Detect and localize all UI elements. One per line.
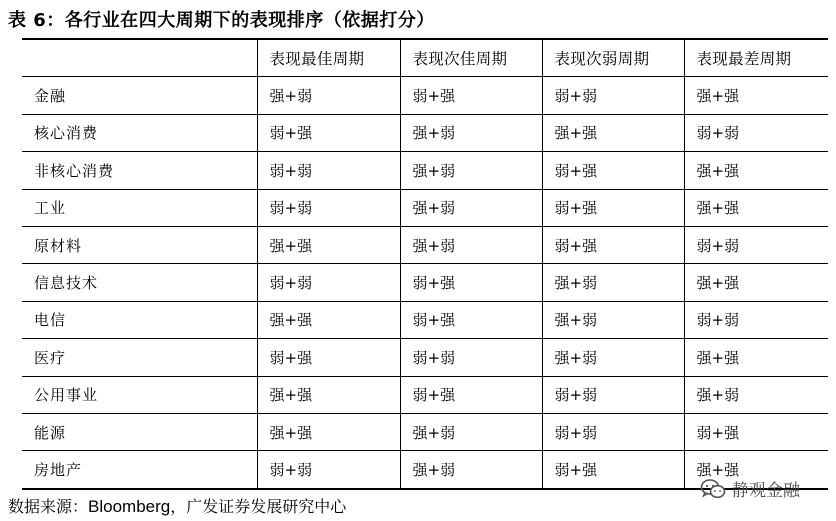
- ranking-table-container: [22, 38, 828, 490]
- cell-best: 强+弱: [257, 77, 400, 114]
- table-row: [22, 376, 828, 413]
- cell-third: 强+弱: [542, 301, 684, 338]
- cell-second: 弱+强: [400, 301, 542, 338]
- table-row: [22, 226, 828, 263]
- table-title: 表 6：各行业在四大周期下的表现排序（依据打分）: [8, 10, 435, 31]
- cell-second: 弱+弱: [400, 339, 542, 376]
- cell-second: 弱+强: [400, 77, 542, 114]
- sector-name: 核心消费: [22, 114, 257, 151]
- source-note: [8, 494, 346, 517]
- sector-name: 金融: [22, 77, 257, 114]
- sector-name: 公用事业: [22, 376, 257, 413]
- cell-third: 弱+强: [542, 152, 684, 189]
- sector-name: 能源: [22, 413, 257, 450]
- cell-worst: 强+强: [684, 77, 828, 114]
- cell-second: 强+弱: [400, 413, 542, 450]
- cell-third: 强+弱: [542, 264, 684, 301]
- table-row: [22, 77, 828, 114]
- sector-name: 原材料: [22, 226, 257, 263]
- wechat-icon: [700, 478, 726, 500]
- cell-third: 弱+弱: [542, 413, 684, 450]
- table-row: [22, 413, 828, 450]
- cell-best: 弱+弱: [257, 189, 400, 226]
- cell-worst: 弱+弱: [684, 301, 828, 338]
- cell-best: 弱+强: [257, 114, 400, 151]
- table-row: [22, 189, 828, 226]
- cell-second: 强+弱: [400, 114, 542, 151]
- sector-name: 信息技术: [22, 264, 257, 301]
- cell-third: 强+弱: [542, 339, 684, 376]
- cell-second: 强+弱: [400, 451, 542, 489]
- cell-worst: 强+弱: [684, 376, 828, 413]
- cell-worst: 弱+弱: [684, 226, 828, 263]
- header-cell-best: 表现最佳周期: [257, 39, 400, 77]
- header-cell-worst: 表现最差周期: [684, 39, 828, 77]
- sector-name: 电信: [22, 301, 257, 338]
- table-row: [22, 301, 828, 338]
- sector-name: 医疗: [22, 339, 257, 376]
- cell-third: 弱+弱: [542, 77, 684, 114]
- cell-best: 弱+弱: [257, 451, 400, 489]
- cell-third: 弱+强: [542, 226, 684, 263]
- cell-second: 强+弱: [400, 152, 542, 189]
- table-row: [22, 114, 828, 151]
- cell-worst: 弱+强: [684, 413, 828, 450]
- ranking-table: [22, 38, 828, 490]
- cell-best: 强+强: [257, 226, 400, 263]
- header-cell-sector: [22, 39, 257, 77]
- source-prefix: 数据来源：: [8, 497, 89, 516]
- cell-best: 弱+弱: [257, 264, 400, 301]
- sector-name: 非核心消费: [22, 152, 257, 189]
- cell-third: 弱+弱: [542, 376, 684, 413]
- header-cell-second: 表现次佳周期: [400, 39, 542, 77]
- watermark-text: 静观金融: [732, 481, 800, 501]
- sector-name: 房地产: [22, 451, 257, 489]
- cell-third: 强+强: [542, 114, 684, 151]
- table-row: [22, 339, 828, 376]
- watermark: [700, 476, 800, 501]
- cell-best: 强+强: [257, 301, 400, 338]
- source-brand: Bloomberg: [88, 497, 171, 516]
- cell-second: 弱+强: [400, 376, 542, 413]
- cell-worst: 强+强: [684, 451, 828, 489]
- header-cell-third: 表现次弱周期: [542, 39, 684, 77]
- header-row: [22, 39, 828, 77]
- cell-worst: 弱+弱: [684, 114, 828, 151]
- source-suffix: ，广发证券发展研究中心: [170, 497, 347, 516]
- cell-best: 强+强: [257, 413, 400, 450]
- cell-worst: 强+强: [684, 339, 828, 376]
- cell-second: 弱+强: [400, 264, 542, 301]
- cell-second: 强+弱: [400, 189, 542, 226]
- cell-third: 弱+强: [542, 451, 684, 489]
- table-row: [22, 264, 828, 301]
- cell-worst: 强+强: [684, 189, 828, 226]
- cell-best: 弱+强: [257, 339, 400, 376]
- cell-worst: 强+强: [684, 152, 828, 189]
- cell-best: 弱+弱: [257, 152, 400, 189]
- sector-name: 工业: [22, 189, 257, 226]
- table-row: [22, 152, 828, 189]
- cell-best: 强+强: [257, 376, 400, 413]
- cell-third: 弱+强: [542, 189, 684, 226]
- cell-second: 强+弱: [400, 226, 542, 263]
- cell-worst: 强+强: [684, 264, 828, 301]
